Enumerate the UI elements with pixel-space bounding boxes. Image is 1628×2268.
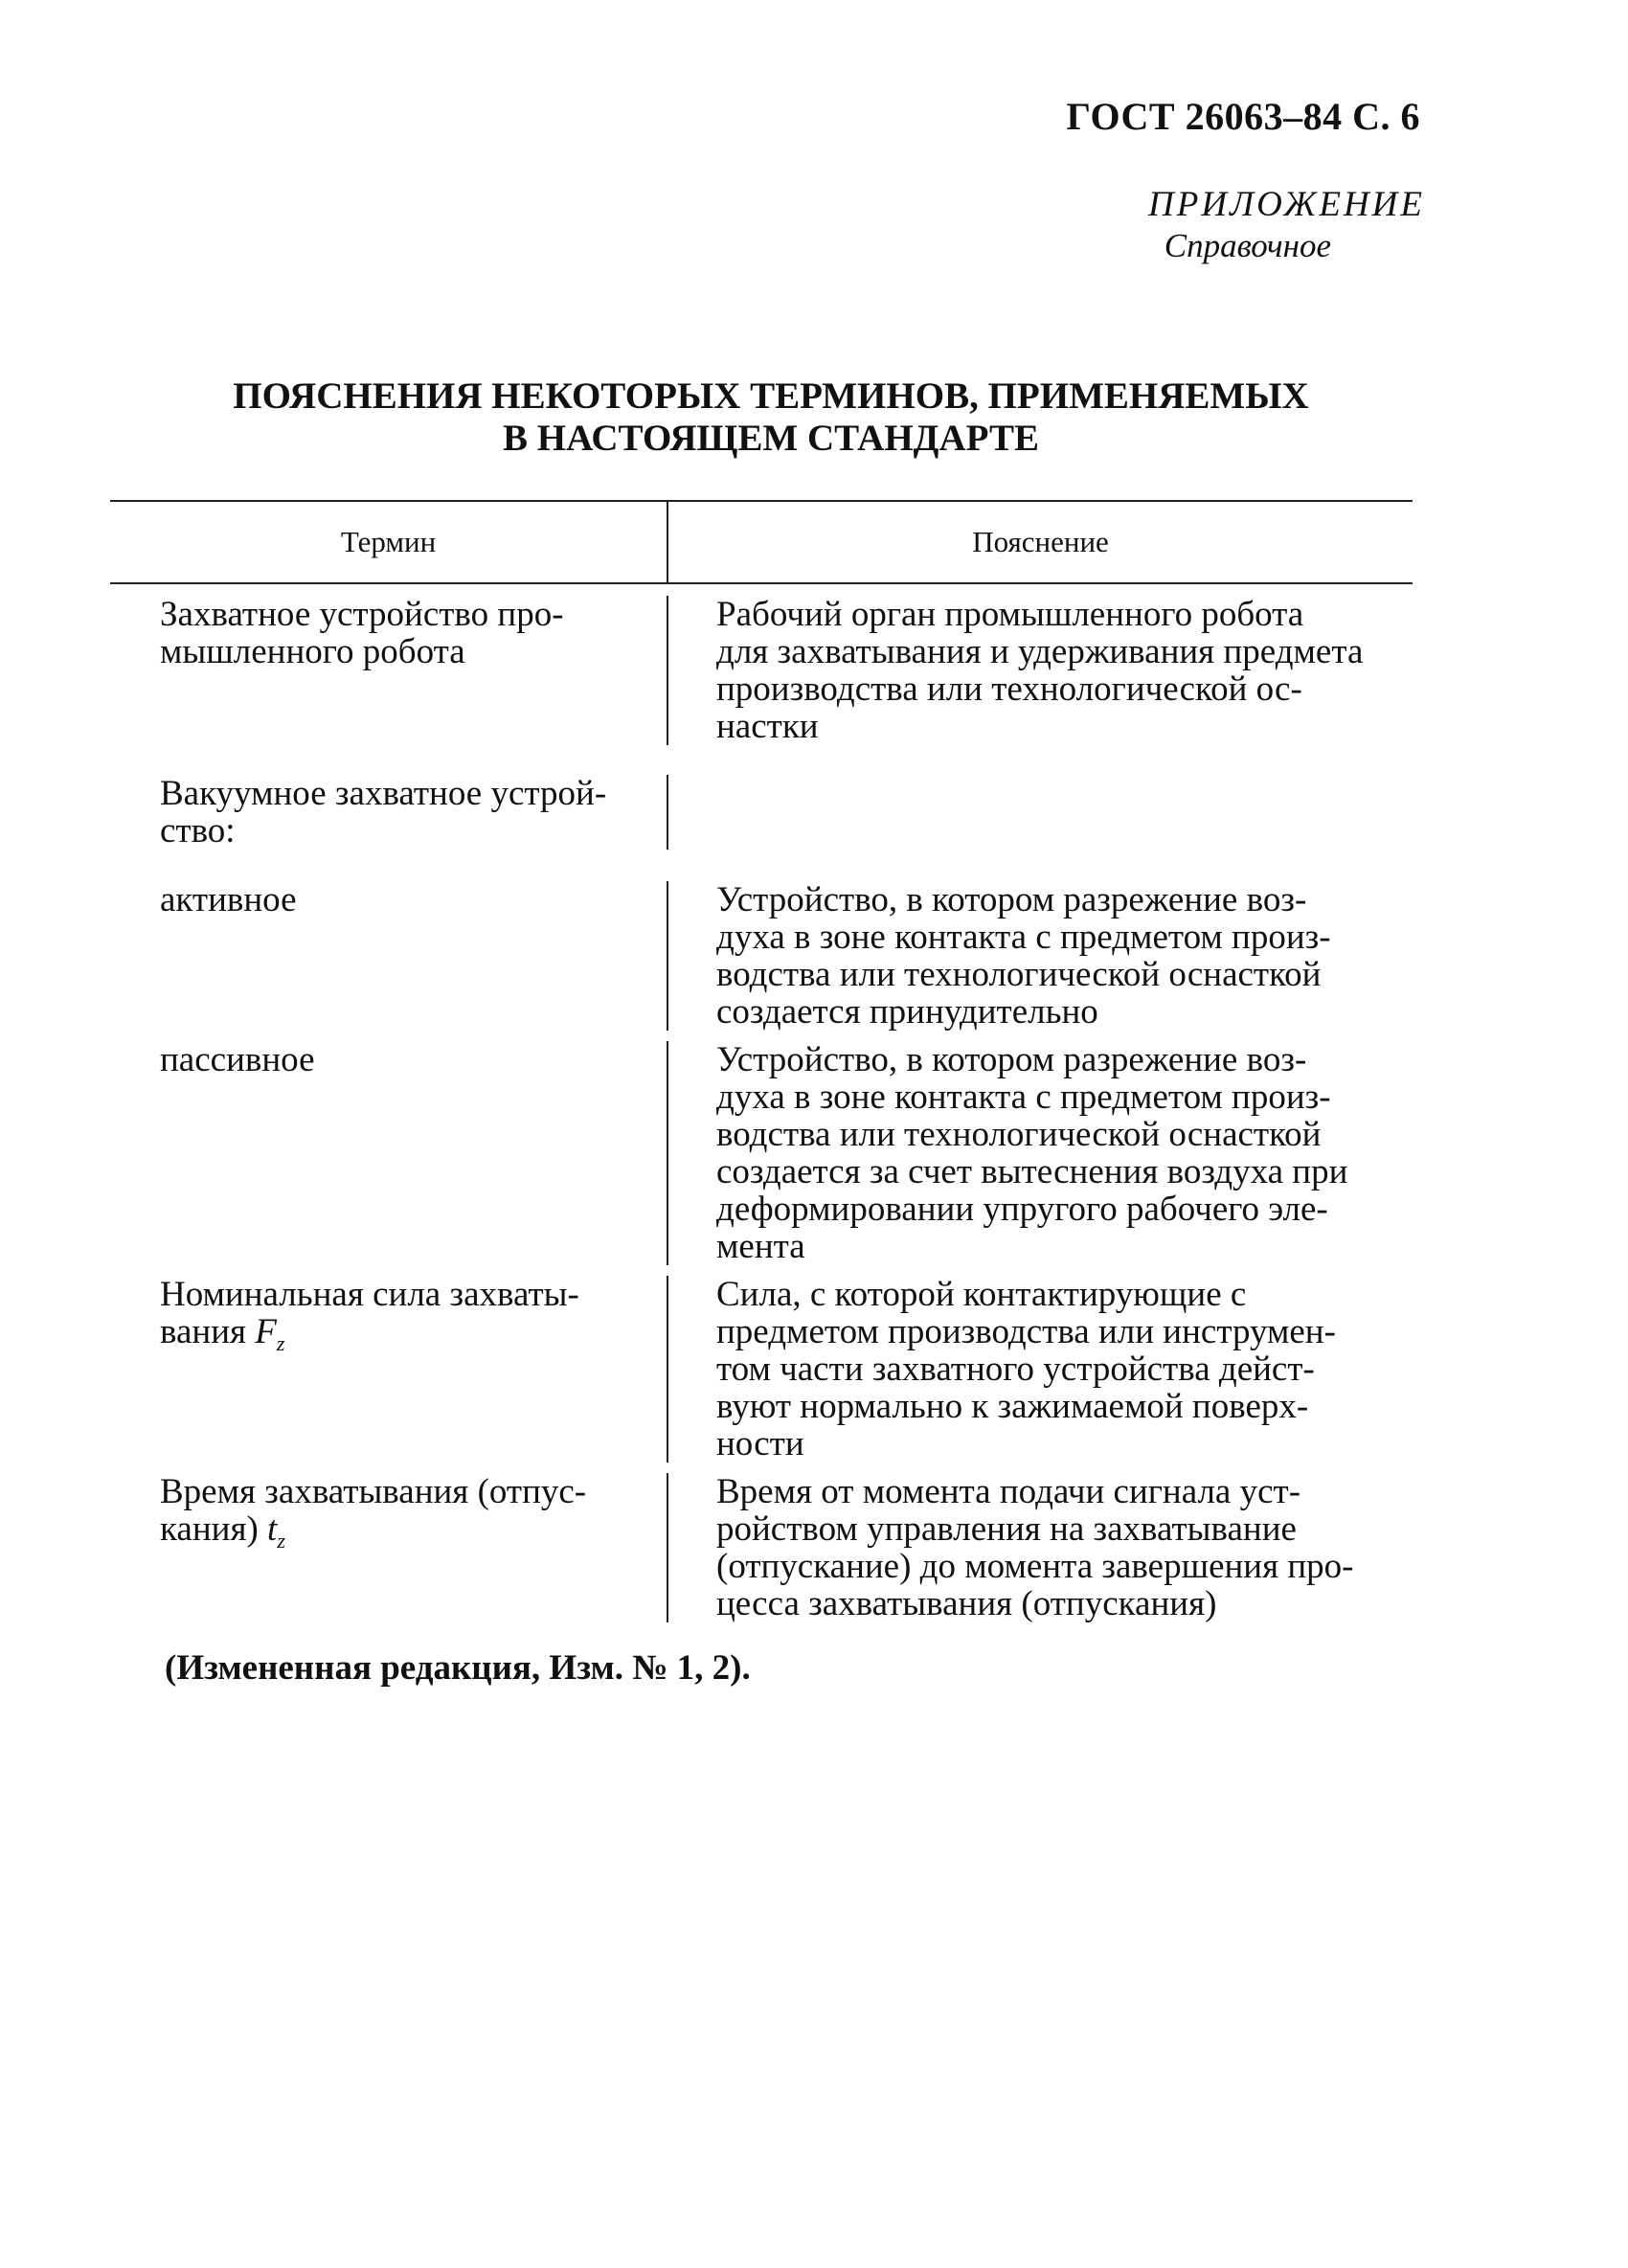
term-cell: [110, 1276, 667, 1463]
expl-line: Сила, с которой контактирующие с: [716, 1275, 1247, 1314]
terms-table: [110, 500, 1413, 1626]
expl-line: ройством управления на захватывание: [716, 1509, 1297, 1549]
amendment-note: (Измененная редакция, Изм. № 1, 2).: [165, 1648, 751, 1688]
term-line-text: кания): [160, 1509, 259, 1549]
term-line: Захватное устройство про-: [160, 595, 564, 634]
expl-line: настки: [716, 707, 819, 746]
explanation-cell: [667, 596, 1413, 745]
term-line: Вакуумное захватное устрой-: [160, 774, 607, 813]
term-line: [160, 1313, 667, 1362]
expl-line: создается за счет вытеснения воздуха при: [716, 1152, 1348, 1191]
expl-line: Время от момента подачи сигнала уст-: [716, 1472, 1301, 1511]
explanation-cell: [667, 775, 1413, 850]
explanation-cell: [667, 1473, 1413, 1622]
expl-line: ности: [716, 1424, 804, 1463]
expl-line: том части захватного устройства дейст-: [716, 1349, 1315, 1389]
term-cell: [110, 1473, 667, 1622]
expl-line: водства или технологической оснасткой: [716, 955, 1322, 994]
expl-line: предметом производства или инструмен-: [716, 1312, 1336, 1351]
expl-line: духа в зоне контакта с предметом произ-: [716, 918, 1331, 957]
expl-line: для захватывания и удерживания предмета: [716, 632, 1364, 671]
explanation-cell: [667, 1276, 1413, 1463]
page-title: [105, 375, 1436, 460]
expl-line: мента: [716, 1227, 805, 1266]
term-cell: [110, 1041, 667, 1265]
term-line: мышленного робота: [160, 632, 465, 671]
expl-line: Устройство, в котором разрежение воз-: [716, 880, 1307, 919]
page-title-line-2: В НАСТОЯЩЕМ СТАНДАРТЕ: [503, 418, 1039, 459]
table-row: [110, 1463, 1413, 1626]
table-header-row: [110, 502, 1413, 582]
expl-line: производства или технологической ос-: [716, 669, 1302, 709]
column-header-term: Термин: [340, 525, 437, 558]
table-row: [110, 850, 1413, 1031]
table-row: [110, 584, 1413, 745]
term-line: пассивное: [160, 1040, 315, 1079]
term-line: Время захватывания (отпус-: [160, 1472, 587, 1511]
expl-line: деформировании упругого рабочего эле-: [716, 1190, 1328, 1229]
expl-line: Рабочий орган промышленного робота: [716, 595, 1304, 634]
term-cell: [110, 775, 667, 850]
term-line: Номинальная сила захваты-: [160, 1275, 579, 1314]
term-cell: [110, 596, 667, 745]
expl-line: водства или технологической оснасткой: [716, 1115, 1322, 1154]
expl-line: (отпускание) до момента завершения про-: [716, 1547, 1354, 1586]
document-code: ГОСТ 26063–84 С. 6: [1066, 95, 1420, 138]
term-line: ство:: [160, 811, 236, 850]
term-line: [160, 1510, 667, 1559]
expl-line: цесса захватывания (отпускания): [716, 1584, 1217, 1623]
expl-line: создается принудительно: [716, 992, 1098, 1032]
table-row: [110, 1031, 1413, 1265]
explanation-cell: [667, 881, 1413, 1031]
expl-line: Устройство, в котором разрежение воз-: [716, 1040, 1307, 1079]
force-symbol-subscript: z: [276, 1331, 285, 1355]
appendix-subtitle: Справочное: [1164, 227, 1331, 264]
term-line-text: вания: [160, 1312, 247, 1351]
appendix-title: ПРИЛОЖЕНИЕ: [1148, 185, 1425, 224]
expl-line: вуют нормально к зажимаемой поверх-: [716, 1387, 1309, 1426]
term-line: активное: [160, 880, 297, 919]
time-symbol: t: [267, 1509, 278, 1549]
page-title-line-1: ПОЯСНЕНИЯ НЕКОТОРЫХ ТЕРМИНОВ, ПРИМЕНЯЕМЫХ: [233, 375, 1309, 417]
explanation-cell: [667, 1041, 1413, 1265]
time-symbol-subscript: z: [277, 1529, 285, 1553]
table-row: [110, 745, 1413, 850]
expl-line: духа в зоне контакта с предметом произ-: [716, 1077, 1331, 1117]
term-cell: [110, 881, 667, 1031]
appendix-label: [1148, 184, 1425, 265]
column-header-explanation: Пояснение: [667, 502, 1413, 582]
force-symbol: F: [255, 1312, 277, 1351]
table-row: [110, 1265, 1413, 1463]
